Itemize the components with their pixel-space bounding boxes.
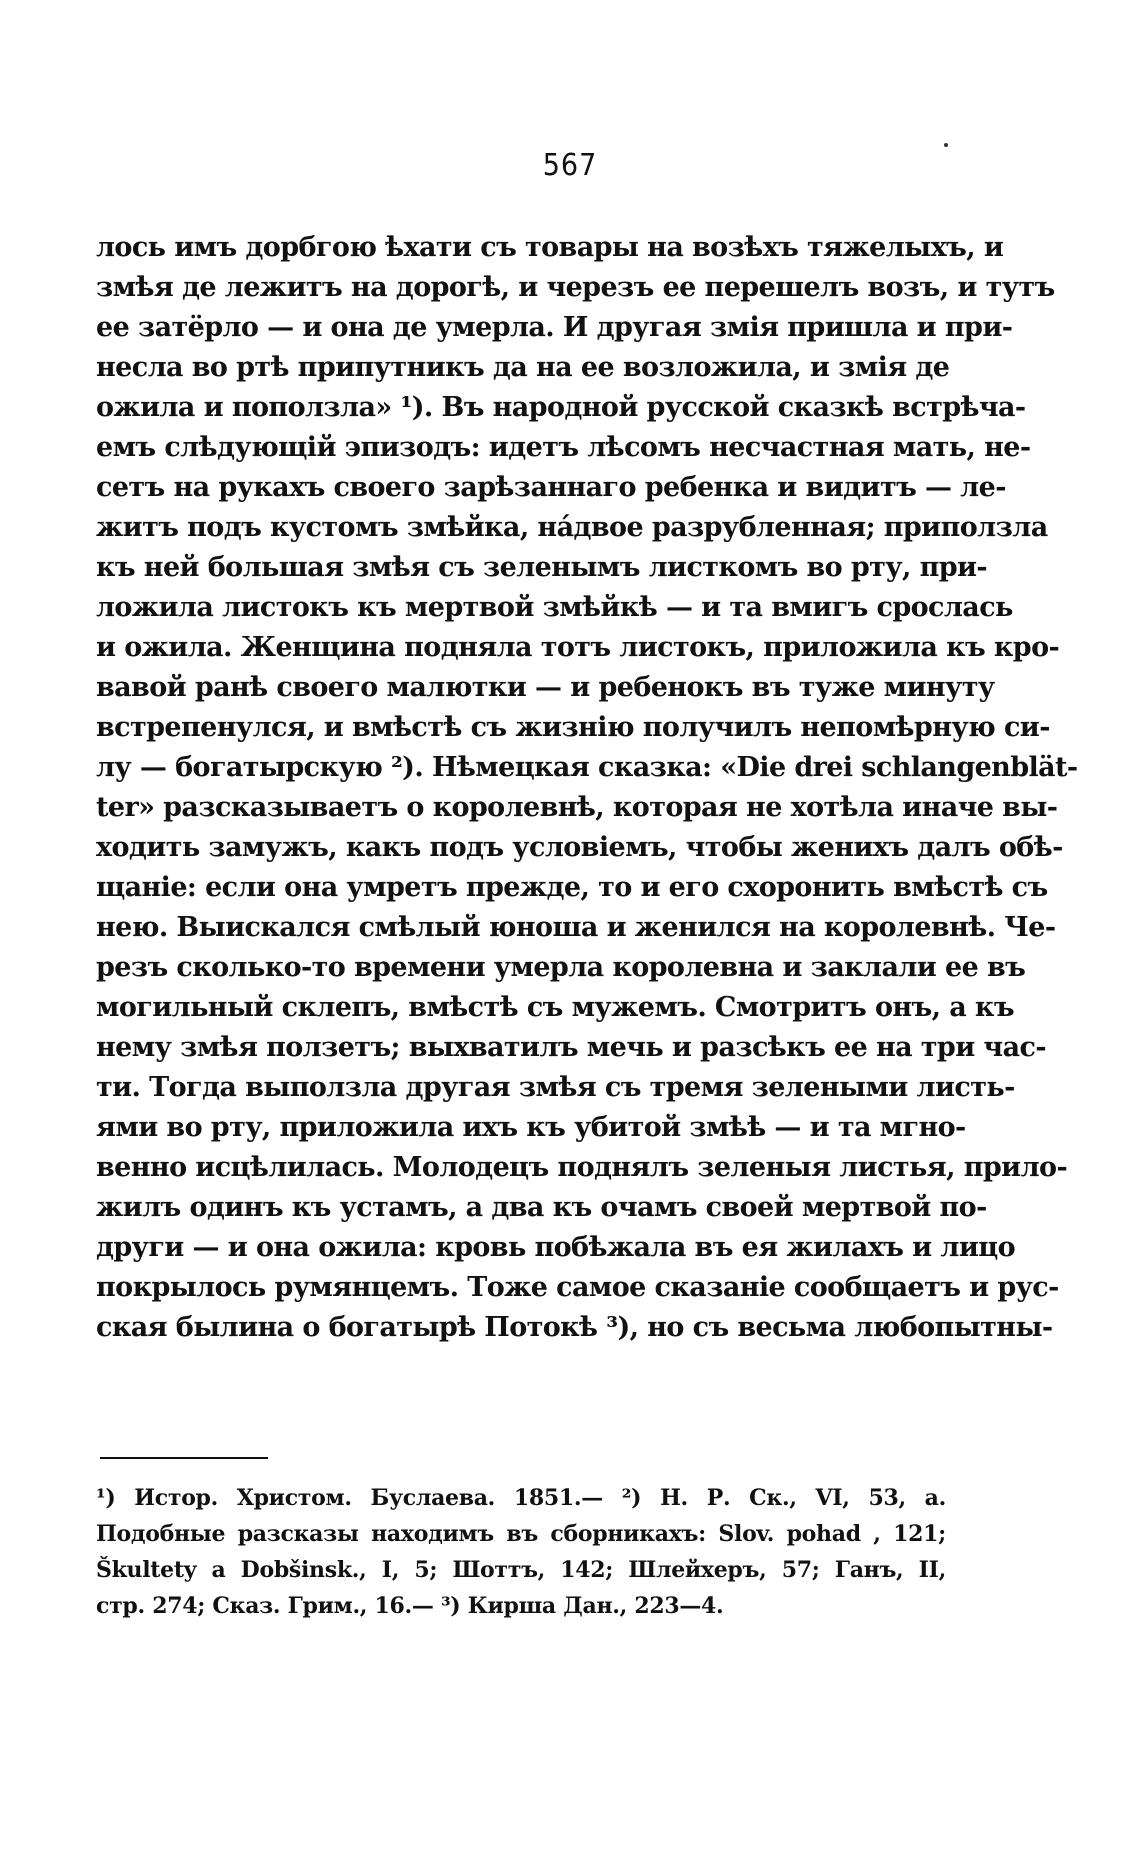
text-line: лу — богатырскую ²). Нѣмецкая сказка: «Die drei schlangenblät- (96, 752, 1078, 783)
text-line: нею. Выискался смѣлый юноша и женился на королевнѣ. Че- (96, 912, 1056, 943)
text-line: нему змѣя ползетъ; выхватилъ мечь и разсѣкъ ее на три час- (96, 1032, 1046, 1063)
page-number: 567 (542, 148, 598, 183)
text-line: къ ней большая змѣя съ зеленымъ листкомъ во рту, при- (96, 552, 988, 583)
text-line: ская былина о богатырѣ Потокѣ ³), но съ весьма любопытны- (96, 1312, 1053, 1343)
body-text (96, 228, 1078, 1348)
text-line: ти. Тогда выползла другая змѣя съ тремя зелеными листь- (96, 1072, 1015, 1103)
text-line: щаніе: если она умретъ прежде, то и его схоронить вмѣстѣ съ (96, 872, 1048, 903)
text-line: житъ подъ кустомъ змѣйка, нáдвое разрубленная; приползла (96, 512, 1048, 543)
text-line: ложила листокъ къ мертвой змѣйкѣ — и та вмигъ срослась (96, 592, 1013, 623)
text-line: змѣя де лежитъ на дорогѣ, и черезъ ее перешелъ возъ, и тутъ (96, 272, 1055, 303)
text-line: встрепенулся, и вмѣстѣ съ жизнію получилъ непомѣрную си- (96, 712, 1050, 743)
text-line: емъ слѣдующій эпизодъ: идетъ лѣсомъ несчастная мать, не- (96, 432, 1031, 463)
text-line: лось имъ дорбгою ѣхати съ товары на возѣхъ тяжелыхъ, и (96, 232, 1004, 263)
footnote-line: Škultety a Dobšinsk., I, 5; Шоттъ, 142; Шлейхеръ, 57; Ганъ, II, (96, 1557, 946, 1583)
footnote-line: Подобные разсказы находимъ въ сборникахъ: Slov. pohad , 121; (96, 1521, 946, 1547)
text-line: жилъ одинъ къ устамъ, а два къ очамъ своей мертвой по- (96, 1192, 987, 1223)
text-line: венно исцѣлилась. Молодецъ поднялъ зеленыя листья, прило- (96, 1152, 1068, 1183)
text-line: други — и она ожила: кровь побѣжала въ ея жилахъ и лицо (96, 1232, 1016, 1263)
text-line: ожила и поползла» ¹). Въ народной русской сказкѣ встрѣча- (96, 392, 1026, 423)
text-line: ее затёрло — и она де умерла. И другая змія пришла и при- (96, 312, 1013, 343)
text-line: могильный склепъ, вмѣстѣ съ мужемъ. Смотритъ онъ, а къ (96, 992, 1014, 1023)
footnotes (96, 1480, 946, 1624)
text-line: покрылось румянцемъ. Тоже самое сказаніе сообщаетъ и рус- (96, 1272, 1059, 1303)
footnote-divider (100, 1457, 268, 1459)
text-line: несла во ртѣ припутникъ да на ее возложила, и змія де (96, 352, 950, 383)
footnote-line: ¹) Истор. Христом. Буслаева. 1851.— ²) Н. Р. Ск., VI, 53, а. (96, 1485, 946, 1511)
text-line: ями во рту, приложила ихъ къ убитой змѣѣ — и та мгно- (96, 1112, 966, 1143)
text-line: резъ сколько-то времени умерла королевна и заклали ее въ (96, 952, 1026, 983)
text-line: и ожила. Женщина подняла тотъ листокъ, приложила къ кро- (96, 632, 1060, 663)
ink-speck (944, 143, 948, 147)
text-line: ходить замужъ, какъ подъ условіемъ, чтобы женихъ далъ обѣ- (96, 832, 1063, 863)
text-line: сетъ на рукахъ своего зарѣзаннаго ребенка и видитъ — ле- (96, 472, 1006, 503)
text-line: ter» разсказываетъ о королевнѣ, которая не хотѣла иначе вы- (96, 792, 1058, 823)
text-line: вавой ранѣ своего малютки — и ребенокъ въ туже минуту (96, 672, 995, 703)
footnote-line: стр. 274; Сказ. Грим., 16.— ³) Кирша Дан., 223—4. (96, 1593, 724, 1619)
